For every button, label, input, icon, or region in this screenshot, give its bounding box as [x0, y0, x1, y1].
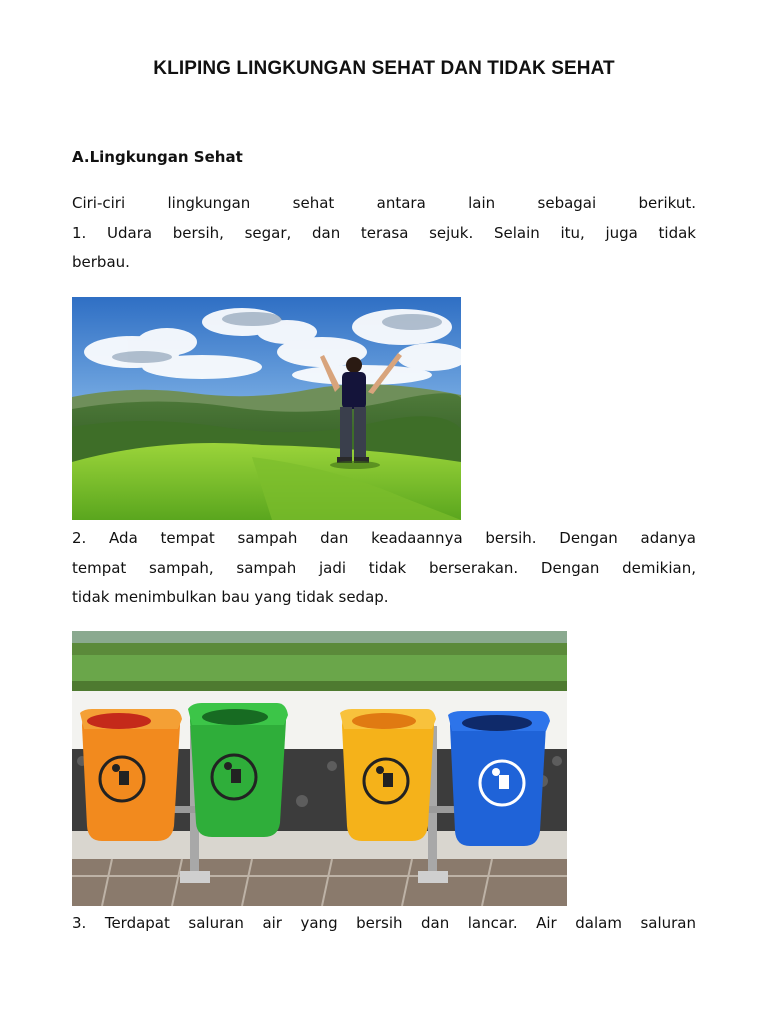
paragraph-line: tempat sampah, sampah jadi tidak berserakan. Dengan demikian,: [72, 558, 696, 577]
paragraph-3: [72, 909, 696, 939]
orange-bin: [80, 709, 182, 841]
document-title: KLIPING LINGKUNGAN SEHAT DAN TIDAK SEHAT: [153, 58, 615, 79]
paragraph-line: tidak menimbulkan bau yang tidak sedap.: [72, 588, 389, 606]
green-bin: [188, 703, 288, 837]
paragraph-line: Ciri-ciri lingkungan sehat antara lain sebagai berikut.: [72, 194, 696, 212]
paragraph-2: [72, 524, 696, 613]
paragraph-line: 1. Udara bersih, segar, dan terasa sejuk. Selain itu, juga tidak: [72, 223, 696, 242]
paragraph-line: 3. Terdapat saluran air yang bersih dan lancar. Air dalam saluran: [72, 914, 696, 932]
yellow-bin: [340, 709, 436, 841]
paragraph-line: 2. Ada tempat sampah dan keadaannya bersih. Dengan adanya: [72, 529, 696, 547]
paragraph-1: [72, 189, 696, 278]
trash-bins-icon: [72, 631, 567, 906]
person-arms-raised-icon: [72, 297, 461, 520]
section-heading: A.Lingkungan Sehat: [72, 148, 243, 166]
fresh-air-photo: [72, 297, 461, 520]
trash-bins-photo: [72, 631, 567, 906]
paragraph-line: berbau.: [72, 253, 130, 271]
blue-bin: [448, 711, 550, 846]
